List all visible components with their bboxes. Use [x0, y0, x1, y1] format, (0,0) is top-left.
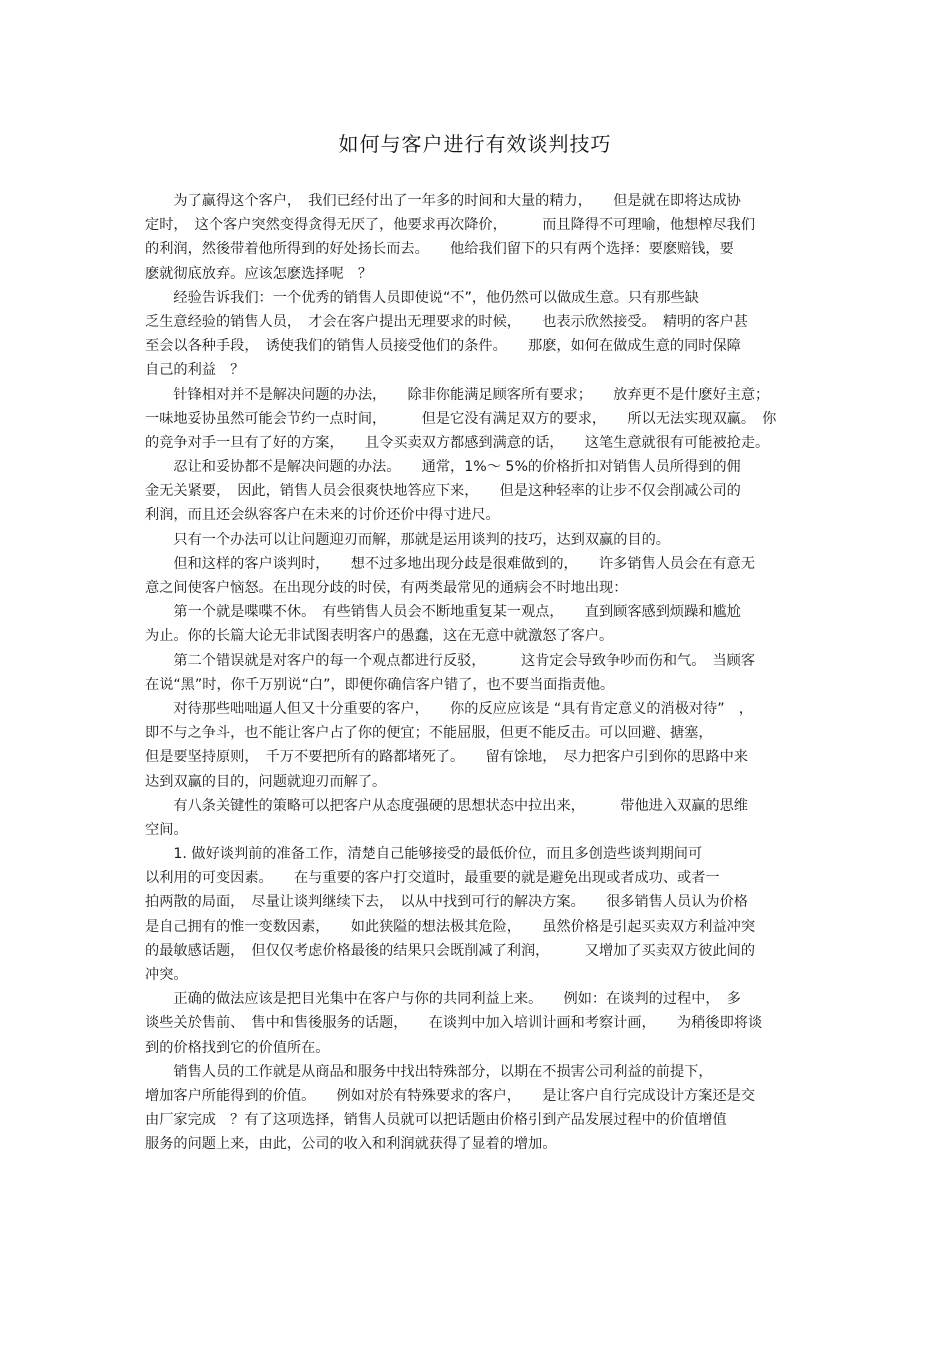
text-line: 麽就彻底放弃。应该怎麽选择呢 ？ — [145, 265, 373, 282]
text-line: 到的价格找到它的价值所在。 — [145, 1039, 330, 1056]
text-line: 在说“黑”时，你千万别说“白”，即便你确信客户错了，也不要当面指责他。 — [145, 676, 615, 693]
text-line: 服务的问题上来，由此，公司的收入和利润就获得了显着的增加。 — [145, 1136, 557, 1153]
text-line: 忍让和妥协都不是解决问题的办法。 通常，1%～ 5%的价格折扣对销售人员所得到的佣 — [145, 459, 741, 476]
text-line: 但和这样的客户谈判时， 想不过多地出现分歧是很难做到的， 许多销售人员会在有意无 — [145, 555, 756, 572]
text-line: 定时， 这个客户突然变得贪得无厌了，他要求再次降价， 而且降得不可理喻，他想榨尽我们 — [145, 217, 756, 234]
text-line: 有八条关键性的策略可以把客户从态度强硬的思想状态中拉出来， 带他进入双赢的思维 — [145, 797, 748, 814]
text-line: 针锋相对并不是解决问题的办法， 除非你能满足顾客所有要求； 放弃更不是什麽好主意； — [145, 386, 770, 403]
text-line: 但是要坚持原则， 千万不要把所有的路都堵死了。 留有馀地， 尽力把客户引到你的思路中来 — [145, 749, 748, 766]
text-line: 销售人员的工作就是从商品和服务中找出特殊部分，以期在不损害公司利益的前提下， — [145, 1063, 713, 1080]
text-line: 即不与之争斗，也不能让客户占了你的便宜；不能屈服，但更不能反击。可以回避、搪塞， — [145, 725, 713, 742]
text-line: 的利润，然後带着他所得到的好处扬长而去。 他给我们留下的只有两个选择：要麽赔钱，要 — [145, 241, 734, 258]
text-line: 为了赢得这个客户， 我们已经付出了一年多的时间和大量的精力， 但是就在即将达成协 — [145, 193, 741, 209]
text-line: 为止。你的长篇大论无非试图表明客户的愚蠢，这在无意中就激怒了客户。 — [145, 628, 614, 645]
document-title: 如何与客户进行有效谈判技巧 — [338, 132, 612, 156]
text-line: 1. 做好谈判前的准备工作，清楚自己能够接受的最低价位，而且多创造些谈判期间可 — [145, 846, 703, 863]
text-line: 冲突。 — [145, 967, 188, 983]
text-line: 由厂家完成 ？有了这项选择，销售人员就可以把话题由价格引到产品发展过程中的价值增值 — [145, 1112, 727, 1129]
text-line: 是自己拥有的惟一变数因素， 如此狭隘的想法极其危险， 虽然价格是引起买卖双方利益冲突 — [145, 918, 756, 935]
text-line: 增加客户所能得到的价值。 例如对於有特殊要求的客户， 是让客户自行完成设计方案还是交 — [145, 1087, 756, 1104]
text-line: 自己的利益 ？ — [145, 362, 245, 379]
text-line: 达到双赢的目的，问题就迎刃而解了。 — [145, 773, 387, 790]
text-line: 意之间使客户恼怒。在出现分歧的时侯，有两类最常见的通病会不时地出现： — [145, 580, 628, 596]
text-line: 以利用的可变因素。 在与重要的客户打交道时，最重要的就是避免出现或者成功、或者一 — [145, 870, 720, 887]
text-line: 对待那些咄咄逼人但又十分重要的客户， 你的反应应该是 “具有肯定意义的消极对待” ， — [145, 700, 753, 717]
text-line: 一味地妥协虽然可能会节约一点时间， 但是它没有满足双方的要求， 所以无法实现双赢。 你 — [145, 410, 777, 427]
text-line: 经验告诉我们：一个优秀的销售人员即使说“不”，他仍然可以做成生意。只有那些缺 — [145, 289, 699, 306]
text-line: 正确的做法应该是把目光集中在客户与你的共同利益上来。 例如：在谈判的过程中， 多 — [145, 991, 741, 1008]
text-line: 第二个错误就是对客户的每一个观点都进行反驳， 这肯定会导致争吵而伤和气。 当顾客 — [145, 652, 756, 669]
text-line: 第一个就是喋喋不休。 有些销售人员会不断地重复某一观点， 直到顾客感到烦躁和尴尬 — [145, 604, 741, 621]
text-line: 拍两散的局面， 尽量让谈判继续下去， 以从中找到可行的解决方案。 很多销售人员认为价格 — [145, 894, 748, 911]
text-line: 只有一个办法可以让问题迎刃而解，那就是运用谈判的技巧，达到双赢的目的。 — [145, 531, 670, 548]
text-line: 至会以各种手段， 诱使我们的销售人员接受他们的条件。 那麽，如何在做成生意的同时保障 — [145, 338, 741, 355]
text-line: 利润，而且还会纵容客户在未来的讨价还价中得寸进尺。 — [145, 507, 500, 524]
text-line: 的最敏感话题， 但仅仅考虑价格最後的结果只会既削减了利润， 又增加了买卖双方彼此间的 — [145, 942, 756, 959]
text-line: 金无关紧要， 因此，销售人员会很爽快地答应下来， 但是这种轻率的让步不仅会削减公司的 — [145, 483, 741, 500]
text-line: 空间。 — [145, 821, 188, 838]
text-line: 谈些关於售前、 售中和售後服务的话题， 在谈判中加入培训计画和考察计画， 为稍後即将谈 — [145, 1015, 763, 1032]
text-line: 的竞争对手一旦有了好的方案， 且令买卖双方都感到满意的话， 这笔生意就很有可能被抢走。 — [145, 434, 770, 451]
text-line: 乏生意经验的销售人员， 才会在客户提出无理要求的时候， 也表示欣然接受。 精明的客户甚 — [145, 313, 748, 330]
document-body — [145, 189, 810, 1157]
